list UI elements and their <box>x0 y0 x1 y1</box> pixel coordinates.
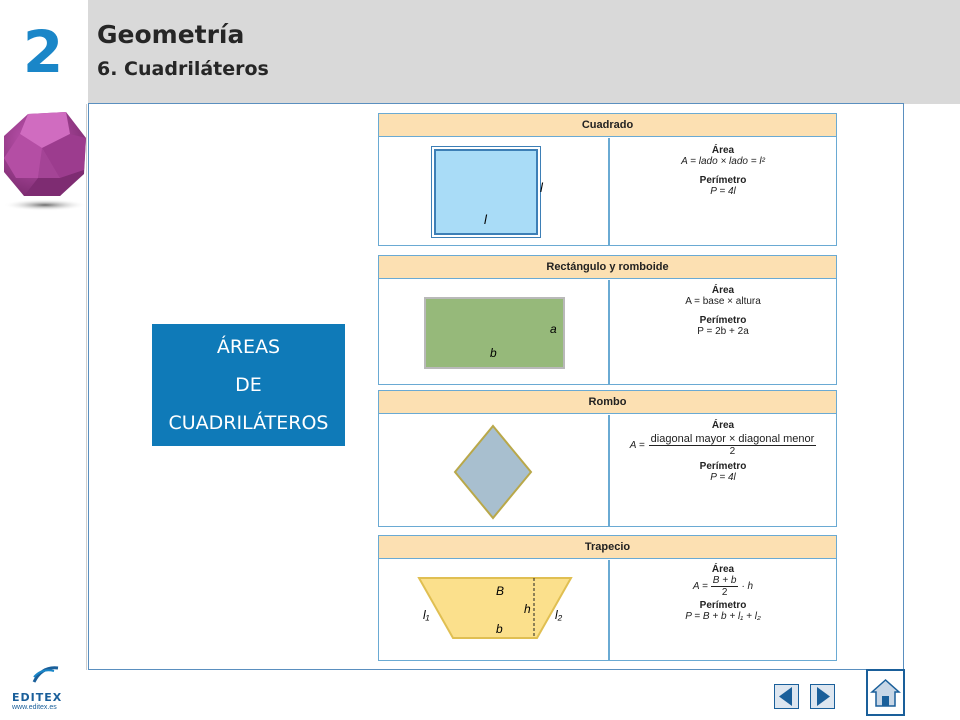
card-title: Rombo <box>379 391 836 414</box>
rectangle-formula <box>610 280 836 384</box>
trapezoid-shape <box>415 576 575 642</box>
perimeter-label: Perímetro <box>699 315 747 326</box>
area-label: Área <box>711 145 735 156</box>
area-denominator: 2 <box>729 446 736 457</box>
divider-line <box>86 104 87 670</box>
area-formula: A = base × altura <box>685 296 761 307</box>
area-prefix: A = <box>692 581 708 592</box>
label-line-1: ÁREAS <box>216 336 281 358</box>
card-trapezoid <box>378 535 837 661</box>
home-icon <box>868 671 903 714</box>
area-label: Área <box>711 564 735 575</box>
label-b: b <box>496 622 503 636</box>
trapezoid-figure <box>379 560 608 660</box>
logo-url: www.editex.es <box>12 704 57 711</box>
next-button[interactable] <box>810 684 835 709</box>
label-l1: l₁ <box>423 608 430 622</box>
card-rhombus <box>378 390 837 527</box>
home-button[interactable] <box>866 669 905 716</box>
perimeter-formula: P = 4l <box>710 186 736 197</box>
label-line-3: CUADRILÁTEROS <box>168 412 329 434</box>
label-a: a <box>550 322 557 336</box>
page-title: Geometría <box>97 20 245 49</box>
areas-label-box <box>152 324 345 446</box>
perimeter-formula: P = B + b + l₁ + l₂ <box>685 611 761 622</box>
unit-number: 2 <box>0 0 86 104</box>
editex-logo <box>12 664 72 712</box>
card-square <box>378 113 837 246</box>
side-label-bottom: l <box>484 212 487 227</box>
card-rectangle <box>378 255 837 385</box>
previous-button[interactable] <box>774 684 799 709</box>
area-label: Área <box>711 420 735 431</box>
rectangle-figure <box>379 280 608 384</box>
perimeter-formula: P = 4l <box>710 472 736 483</box>
perimeter-label: Perímetro <box>699 461 747 472</box>
dodecahedron-icon <box>0 108 90 214</box>
area-numerator: B + b <box>712 575 737 586</box>
label-l2: l₂ <box>555 608 563 622</box>
label-h: h <box>524 602 531 616</box>
square-formula <box>610 138 836 245</box>
perimeter-formula: P = 2b + 2a <box>697 326 749 337</box>
area-numerator: diagonal mayor × diagonal menor <box>650 433 815 445</box>
label-b: b <box>490 346 497 360</box>
label-line-2: DE <box>235 374 262 396</box>
logo-text: EDITEX <box>12 691 63 704</box>
editex-logo-icon <box>12 664 72 686</box>
card-title: Cuadrado <box>379 114 836 137</box>
header-bar <box>88 0 960 104</box>
area-prefix: A = <box>629 439 645 451</box>
square-figure <box>379 138 608 245</box>
page-subtitle: 6. Cuadriláteros <box>97 58 269 80</box>
card-title: Rectángulo y romboide <box>379 256 836 279</box>
perimeter-label: Perímetro <box>699 175 747 186</box>
area-label: Área <box>711 285 735 296</box>
rhombus-figure <box>379 415 608 526</box>
area-formula: A = lado × lado = l² <box>681 156 765 167</box>
perimeter-label: Perímetro <box>699 600 747 611</box>
area-suffix: · h <box>741 581 754 592</box>
card-title: Trapecio <box>379 536 836 559</box>
rhombus-shape <box>453 424 533 520</box>
label-B: B <box>496 584 505 598</box>
side-label-right: l <box>540 180 543 195</box>
trapezoid-formula <box>610 560 836 660</box>
area-denominator: 2 <box>721 587 728 598</box>
rhombus-formula <box>610 415 836 526</box>
